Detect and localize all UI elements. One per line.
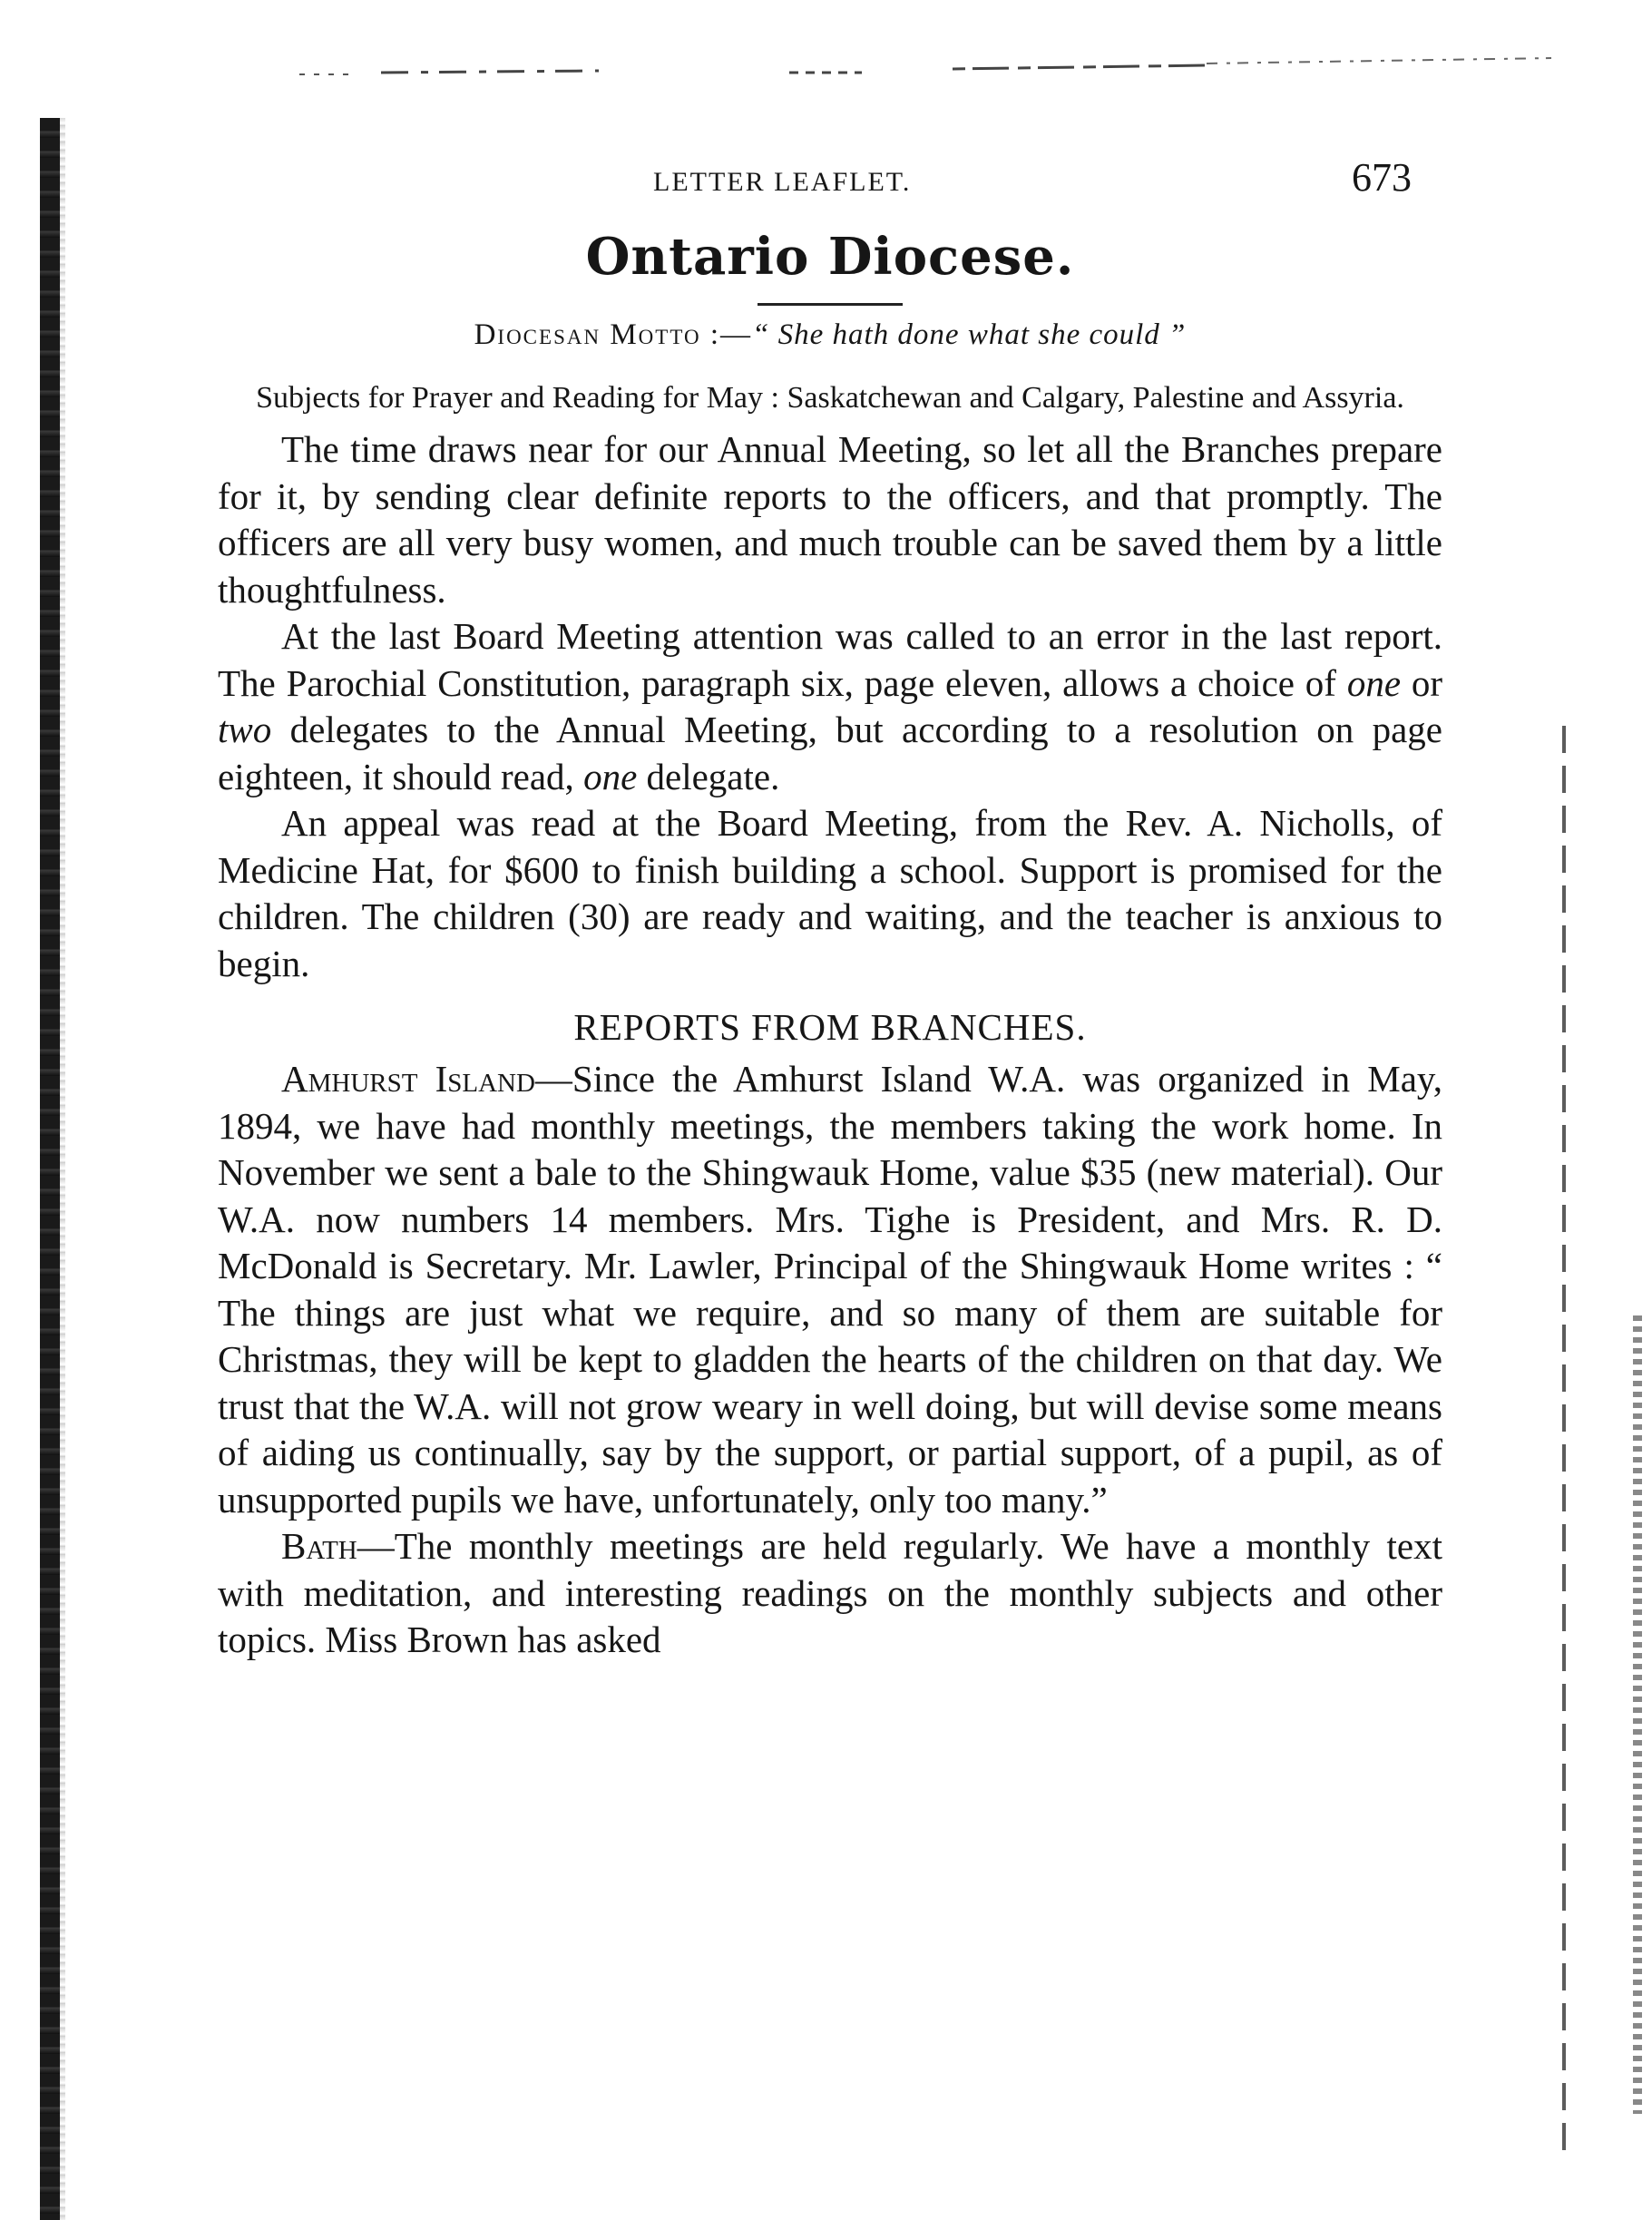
text-run: delegates to the Annual Meeting, but according to a resolution on page eighteen, it should read, [218, 709, 1442, 797]
running-head-title: LETTER LEAFLET. [653, 167, 912, 197]
running-head [218, 154, 1442, 209]
report-text: —Since the Amhurst Island W.A. was organized in May, 1894, we have had monthly meetings, the members taking the work home. In November we sent a bale to the Shingwauk Home, value $35 (new material). Our W.A. now numbers 14 members. Mrs. Tighe is President, and Mrs. R. D. McDonald is Secretary. Mr. Lawler, Principal of the Shingwauk Home writes : “ The things are just what we require, and so many of them are suitable for Christmas, they will be kept to gladden the hearts of the children on that day. We trust that the W.A. will not grow weary in well doing, but will devise some means of aiding us continually, say by the support, or partial support, of a pupil, as of unsupported pupils we have, unfortunately, only too many.” [218, 1058, 1442, 1521]
scan-noise-right-line [1562, 726, 1566, 2159]
paragraph-annual-meeting: The time draws near for our Annual Meeting, so let all the Branches prepare for it, by sending clear definite reports to the officers, and that promptly. The officers are all very busy women, and much trouble can be saved them by a little thoughtfulness. [218, 428, 1442, 611]
reports-heading: REPORTS FROM BRANCHES. [573, 1006, 1087, 1048]
text-run: At the last Board Meeting attention was called to an error in the last report. The Parochial Constitution, paragraph six, page eleven, allows a choice of [218, 615, 1442, 704]
scan-noise-top [299, 47, 1551, 83]
motto-text: “ She hath done what she could ” [752, 318, 1187, 351]
italic-run: one [1346, 661, 1402, 704]
page-content [218, 154, 1442, 1664]
heading-rule [758, 303, 903, 306]
report-bath [218, 1523, 1442, 1664]
prayer-subjects: Subjects for Prayer and Reading for May : Saskatchewan and Calgary, Palestine and Assyria. [256, 381, 1404, 415]
book-spine-shadow [40, 118, 60, 2220]
section-heading: Ontario Diocese. [585, 227, 1075, 287]
paragraph-appeal: An appeal was read at the Board Meeting, from the Rev. A. Nicholls, of Medicine Hat, for $600 to finish building a school. Support is promised for the children. The children (30) are ready and waiting, and the teacher is anxious to begin. [218, 802, 1442, 984]
report-amhurst-island [218, 1056, 1442, 1523]
text-run: delegate. [637, 755, 780, 797]
italic-run: one [583, 755, 638, 797]
text-run: or [1401, 661, 1443, 704]
motto-label: Diocesan Motto :— [474, 318, 752, 351]
italic-run: two [218, 709, 272, 750]
report-lead: Amhurst Island [281, 1058, 535, 1100]
paragraph-board-meeting [218, 613, 1442, 800]
scan-noise-right-margin [1633, 1315, 1642, 2114]
diocesan-motto [218, 318, 1442, 352]
book-spine-edge [60, 118, 65, 2220]
page-number: 673 [1352, 155, 1412, 200]
report-text: —The monthly meetings are held regularly. We have a monthly text with meditation, and interesting readings on the monthly subjects and other topics. Miss Brown has asked [218, 1525, 1442, 1660]
report-lead: Bath [281, 1525, 357, 1567]
